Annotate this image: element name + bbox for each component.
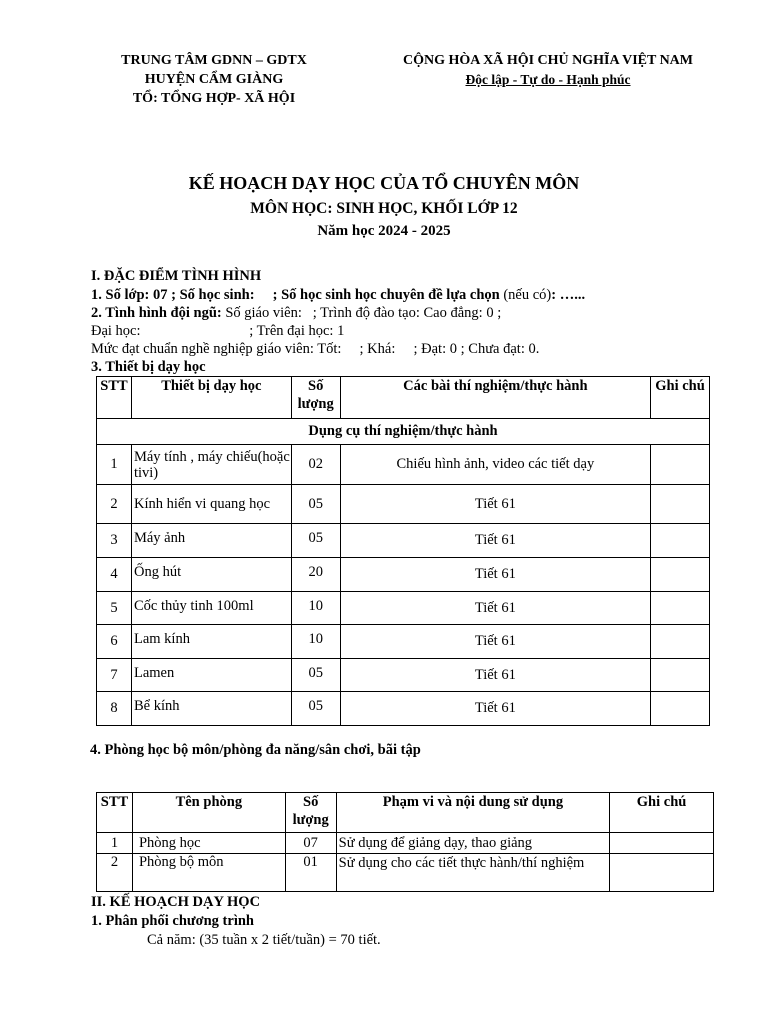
program-distribution-heading: 1. Phân phối chương trình	[91, 913, 254, 929]
optional-note: (nếu có)	[503, 287, 552, 303]
rooms-table-header	[97, 793, 714, 833]
staff-label: 2. Tình hình đội ngũ:	[91, 305, 222, 321]
document-title: KẾ HOẠCH DẠY HỌC CỦA TỔ CHUYÊN MÔN	[188, 173, 580, 193]
cell-equipment: Lam kính	[131, 625, 291, 659]
cell-room-name: Phòng học	[132, 833, 285, 854]
cell-lesson: Tiết 61	[340, 659, 650, 692]
col-header-lessons: Các bài thí nghiệm/thực hành	[340, 377, 650, 419]
table-row	[97, 833, 714, 854]
col-header-stt: STT	[97, 793, 133, 833]
cell-quantity: 10	[291, 592, 340, 625]
cell-note	[651, 659, 710, 692]
section1-line2	[91, 304, 501, 322]
cell-quantity: 20	[291, 558, 340, 592]
cell-quantity: 05	[291, 485, 340, 524]
staff-details: Số giáo viên: ; Trình độ đào tạo: Cao đẳng: 0 ;	[221, 305, 502, 321]
cell-lesson: Tiết 61	[340, 692, 650, 726]
cell-note	[651, 524, 710, 558]
cell-equipment: Kính hiển vi quang học	[131, 485, 291, 524]
equipment-group-row	[97, 419, 710, 445]
equipment-table	[96, 376, 710, 726]
cell-quantity: 05	[291, 692, 340, 726]
cell-equipment: Bể kính	[131, 692, 291, 726]
cell-stt: 4	[97, 558, 132, 592]
total-periods-line: Cả năm: (35 tuần x 2 tiết/tuần) = 70 tiết.	[147, 932, 381, 948]
cell-stt: 1	[97, 445, 132, 485]
cell-usage: Sử dụng cho các tiết thực hành/thí nghiệm	[336, 854, 609, 892]
col-header-note: Ghi chú	[610, 793, 714, 833]
col-header-usage: Phạm vi và nội dung sử dụng	[336, 793, 609, 833]
cell-stt: 2	[97, 485, 132, 524]
cell-lesson: Chiếu hình ảnh, video các tiết dạy	[340, 445, 650, 485]
col-header-equipment: Thiết bị dạy học	[131, 377, 291, 419]
department-name: TỔ: TỔNG HỢP- XÃ HỘI	[132, 91, 296, 106]
cell-quantity: 05	[291, 659, 340, 692]
cell-note	[651, 485, 710, 524]
cell-lesson: Tiết 61	[340, 524, 650, 558]
equipment-table-header	[97, 377, 710, 419]
section1-line4: Mức đạt chuẩn nghề nghiệp giáo viên: Tốt: ; Khá: ; Đạt: 0 ; Chưa đạt: 0.	[91, 341, 540, 357]
cell-note	[610, 854, 714, 892]
cell-equipment: Cốc thủy tinh 100ml	[131, 592, 291, 625]
school-header	[90, 51, 338, 108]
cell-quantity: 01	[285, 854, 336, 892]
cell-quantity: 05	[291, 524, 340, 558]
cell-lesson: Tiết 61	[340, 485, 650, 524]
cell-stt: 1	[97, 833, 133, 854]
table-row	[97, 445, 710, 485]
section1-line3: Đại học: ; Trên đại học: 1	[91, 323, 345, 339]
cell-quantity: 10	[291, 625, 340, 659]
cell-note	[651, 558, 710, 592]
table-row	[97, 592, 710, 625]
rooms-table	[96, 792, 714, 892]
section1-line1	[91, 286, 585, 304]
equipment-group-label: Dụng cụ thí nghiệm/thực hành	[97, 419, 710, 445]
cell-equipment: Ống hút	[131, 558, 291, 592]
national-header	[378, 51, 718, 89]
cell-stt: 7	[97, 659, 132, 692]
subject-line: MÔN HỌC: SINH HỌC, KHỐI LỚP 12	[250, 200, 518, 217]
table-row	[97, 485, 710, 524]
table-row	[97, 625, 710, 659]
col-header-quantity: Số lượng	[291, 377, 340, 419]
national-title: CỘNG HÒA XÃ HỘI CHỦ NGHĨA VIỆT NAM	[402, 53, 693, 68]
equipment-heading: 3. Thiết bị dạy học	[91, 359, 206, 375]
cell-note	[651, 445, 710, 485]
col-header-room-name: Tên phòng	[132, 793, 285, 833]
col-header-stt: STT	[97, 377, 132, 419]
cell-note	[610, 833, 714, 854]
col-header-note: Ghi chú	[651, 377, 710, 419]
cell-stt: 6	[97, 625, 132, 659]
table-row	[97, 692, 710, 726]
school-year: Năm học 2024 - 2025	[317, 223, 451, 239]
cell-quantity: 07	[285, 833, 336, 854]
rooms-heading: 4. Phòng học bộ môn/phòng đa năng/sân chơi, bãi tập	[90, 742, 421, 758]
cell-equipment: Máy ảnh	[131, 524, 291, 558]
equipment-table-body	[97, 445, 710, 726]
cell-stt: 5	[97, 592, 132, 625]
cell-equipment: Lamen	[131, 659, 291, 692]
table-row	[97, 558, 710, 592]
cell-stt: 3	[97, 524, 132, 558]
col-header-quantity: Số lượng	[285, 793, 336, 833]
cell-lesson: Tiết 61	[340, 558, 650, 592]
section2-heading: II. KẾ HOẠCH DẠY HỌC	[91, 894, 261, 910]
cell-lesson: Tiết 61	[340, 592, 650, 625]
district-name: HUYỆN CẨM GIÀNG	[144, 72, 284, 87]
cell-stt: 8	[97, 692, 132, 726]
table-row	[97, 854, 714, 892]
cell-note	[651, 625, 710, 659]
cell-stt: 2	[97, 854, 133, 892]
national-motto: Độc lập - Tự do - Hạnh phúc	[465, 72, 631, 87]
school-name: TRUNG TÂM GDNN – GDTX	[121, 53, 307, 68]
cell-room-name: Phòng bộ môn	[132, 854, 285, 892]
table-row	[97, 524, 710, 558]
cell-lesson: Tiết 61	[340, 625, 650, 659]
cell-equipment: Máy tính , máy chiếu(hoặc tivi)	[131, 445, 291, 485]
cell-note	[651, 592, 710, 625]
table-row	[97, 659, 710, 692]
cell-quantity: 02	[291, 445, 340, 485]
section1-heading: I. ĐẶC ĐIỂM TÌNH HÌNH	[91, 268, 262, 284]
cell-note	[651, 692, 710, 726]
cell-usage: Sử dụng để giảng dạy, thao giảng	[336, 833, 609, 854]
line1-tail: : …...	[551, 287, 586, 303]
class-count-text: 1. Số lớp: 07 ; Số học sinh: ; Số học sinh học chuyên đề lựa chọn	[91, 287, 504, 303]
